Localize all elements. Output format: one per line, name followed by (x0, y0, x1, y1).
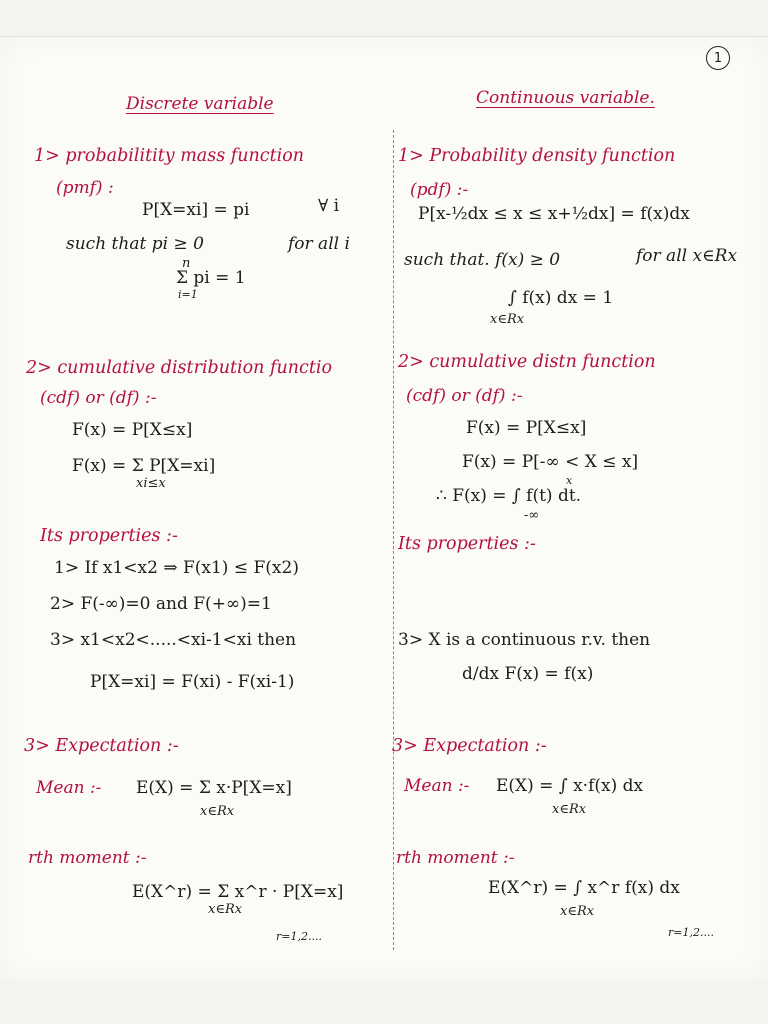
right-props-title: Its properties :- (398, 534, 536, 554)
right-cdf-f3-top: x (566, 474, 573, 487)
mean-label: Mean :- (36, 778, 102, 798)
right-exp-title: 3> Expectation :- (392, 736, 547, 756)
right-rth-label: rth moment :- (396, 848, 515, 868)
right-cdf-f3: ∴ F(x) = ∫ f(t) dt. (436, 486, 582, 506)
pdf-forall: for all x∈Rx (636, 246, 738, 266)
right-mean-label: Mean :- (404, 776, 470, 796)
right-prop3-formula: d/dx F(x) = f(x) (462, 664, 594, 684)
right-cdf-title: 2> cumulative distn function (398, 352, 656, 372)
r-values: r=1,2.... (276, 930, 322, 943)
right-cdf-f3-bottom: -∞ (524, 508, 540, 523)
pmf-sum-bottom: i=1 (178, 288, 198, 301)
page-number: 1 (706, 46, 730, 70)
rth-sub: x∈Rx (208, 902, 243, 917)
cdf-title: 2> cumulative distribution functio (26, 358, 332, 378)
prop3-formula: P[X=xi] = F(xi) - F(xi-1) (90, 672, 295, 692)
pdf-integral-sub: x∈Rx (490, 312, 525, 327)
right-rth-formula: E(X^r) = ∫ x^r f(x) dx (488, 878, 680, 898)
cdf-f1: F(x) = P[X≤x] (72, 420, 193, 440)
pdf-abbr: (pdf) :- (410, 180, 469, 200)
right-rth-sub: x∈Rx (560, 904, 595, 919)
pmf-title: 1> probabilitity mass function (34, 146, 305, 166)
pmf-sum-top: n (182, 256, 191, 271)
pmf-such-that: such that pi ≥ 0 (66, 234, 204, 254)
pmf-forall-i: for all i (288, 234, 350, 254)
pmf-formula: P[X=xi] = pi (142, 200, 250, 220)
exp-title: 3> Expectation :- (24, 736, 179, 756)
props-title: Its properties :- (40, 526, 178, 546)
column-divider (393, 130, 394, 950)
pmf-abbr: (pmf) : (56, 178, 114, 198)
notebook-page (0, 36, 768, 981)
pdf-integral: ∫ f(x) dx = 1 (508, 288, 614, 308)
right-mean-sub: x∈Rx (552, 802, 587, 817)
mean-sub: x∈Rx (200, 804, 235, 819)
right-r-values: r=1,2.... (668, 926, 714, 939)
pmf-sum: Σ pi = 1 (176, 268, 246, 288)
right-mean-formula: E(X) = ∫ x·f(x) dx (496, 776, 644, 796)
pmf-forall: ∀ i (318, 196, 340, 216)
pdf-formula: P[x-½dx ≤ x ≤ x+½dx] = f(x)dx (418, 204, 690, 224)
right-prop3: 3> X is a continuous r.v. then (398, 630, 651, 650)
rth-label: rth moment :- (28, 848, 147, 868)
prop1: 1> If x1<x2 ⇒ F(x1) ≤ F(x2) (54, 558, 299, 578)
left-header: Discrete variable (126, 94, 274, 114)
mean-formula: E(X) = Σ x·P[X=x] (136, 778, 292, 798)
rth-formula: E(X^r) = Σ x^r · P[X=x] (132, 882, 344, 902)
cdf-f2: F(x) = Σ P[X=xi] (72, 456, 216, 476)
prop3: 3> x1<x2<.....<xi-1<xi then (50, 630, 297, 650)
pdf-title: 1> Probability density function (398, 146, 676, 166)
right-cdf-f2: F(x) = P[-∞ < X ≤ x] (462, 452, 639, 472)
prop2: 2> F(-∞)=0 and F(+∞)=1 (50, 594, 272, 614)
pdf-such-that: such that. f(x) ≥ 0 (404, 250, 561, 270)
cdf-abbr: (cdf) or (df) :- (40, 388, 157, 408)
right-header: Continuous variable. (476, 88, 655, 108)
right-cdf-abbr: (cdf) or (df) :- (406, 386, 523, 406)
cdf-f2-sub: xi≤x (136, 476, 166, 491)
right-cdf-f1: F(x) = P[X≤x] (466, 418, 587, 438)
